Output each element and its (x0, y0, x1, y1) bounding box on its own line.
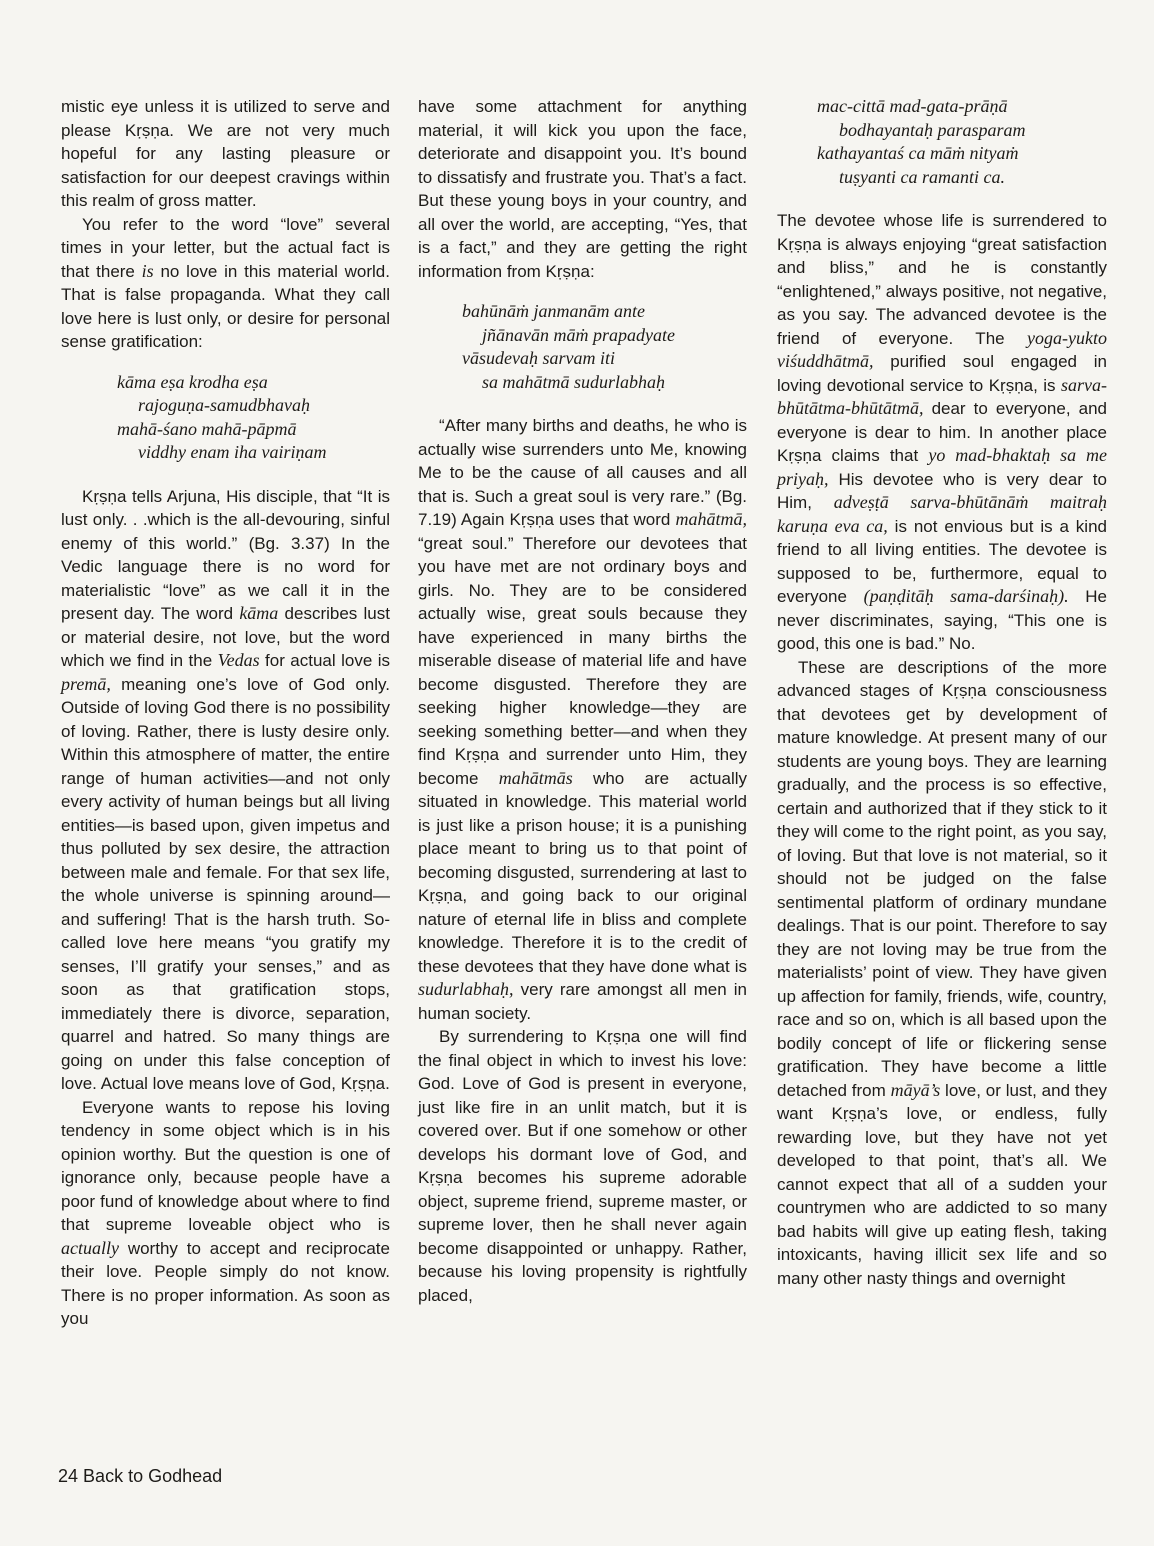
verse-line: tuṣyanti ca ramanti ca. (839, 166, 1005, 187)
text-run: These are descriptions of the more advanced stages of Kṛṣṇa consciousness that devotees get by development of mature knowledge. At present many of our students are young boys. They are learning gradually, and the process is so effective, certain and authorized that if they stick to it they will come to the right point, as you say, of loving. But that love is not material, so it should not be judged on the false sentimental platform of ordinary mundane dealings. That is our point. Therefore to say they are not loving may be true from the materialists’ point of view. They have given up affection for family, friends, wife, country, race and so on, which is all based upon the bodily concept of life or flickering sense gratification. They have become a little detached from (777, 657, 1107, 1100)
paragraph (418, 414, 747, 1025)
verse-line: vāsudevaḥ sarvam iti (462, 348, 615, 368)
verse-line: bahūnāṁ janmanām ante (462, 301, 645, 321)
emphasis: yo mad-bhaktaḥ sa me priyaḥ, (777, 445, 1108, 489)
verse-line: viddhy enam iha vairiṇam (138, 442, 327, 462)
text-run: meaning one’s love of God only. Outside of loving God there is no possibility of loving. Rather, there is lusty desire only. Within this atmosphere of matter, the entire range of human activities—and not only every activity of human beings but all living entities—is based upon, given impetus and thus polluted by sex desire, the attraction between male and female. For that sex life, the whole universe is spinning around—and suffering! That is the harsh truth. So-called love here means “you gratify my senses, I’ll gratify your senses,” and as soon as that gratification stops, immediately there is divorce, separation, quarrel and hatred. So many things are going on under this false conception of love. Actual love means love of God, Kṛṣṇa. (61, 674, 390, 1093)
text-run: His devotee who is very dear to Him, (777, 469, 1107, 512)
magazine-title: Back to Godhead (83, 1466, 223, 1486)
text-run: is not envious but is a kind friend to all living entities. The devotee is supposed to be, furthermore, equal to everyone (777, 516, 1107, 606)
verse-line: mac-cittā mad-gata-prāṇā (817, 96, 1008, 116)
emphasis: mahātmā, (675, 509, 747, 529)
emphasis: (paṇḍitāḥ sama-darśinaḥ). (863, 586, 1069, 606)
sanskrit-verse (61, 354, 390, 485)
page-footer (58, 1466, 222, 1487)
emphasis: adveṣṭā sarva-bhūtānāṁ maitraḥ karuṇa eva ca, (777, 492, 1107, 536)
text-column-3 (777, 95, 1107, 1290)
emphasis: yoga-yukto viśuddhātmā, (777, 327, 1107, 371)
text-run: love, or lust, and they want Kṛṣṇa’s love, or endless, fully rewarding love, but they have not yet developed to that point, that’s all. We cannot expect that all of a sudden your countrymen who are addicted to so many bad habits will give up eating flesh, taking intoxicants, having illicit sex life and so many other nasty things and overnight (777, 1080, 1107, 1288)
emphasis: mahātmās (498, 767, 573, 788)
text-run: worthy to accept and reciprocate their love. People simply do not know. There is no proper information. As soon as you (61, 1238, 390, 1328)
text-run: You refer to the word “love” several times in your letter, but the actual fact is that there (61, 214, 390, 281)
verse-line: sa mahātmā sudurlabhaḥ (482, 371, 666, 392)
text-run: who are actually situated in knowledge. This material world is just like a prison house; it is a punishing place meant to bring us to that point of becoming disgusted, surrendering at last to Kṛṣṇa, and going back to our original nature of eternal life in bliss and complete knowledge. Therefore it is to the credit of these devotees that they have done what is (418, 768, 747, 976)
text-column-1 (61, 95, 390, 1331)
emphasis: actually (61, 1237, 119, 1258)
verse-line: kāma eṣa krodha eṣa (117, 371, 268, 392)
text-run: purified soul engaged in loving devotional service to Kṛṣṇa, is (777, 352, 1107, 395)
text-run: describes lust or material desire, not love, but the word which we find in the (61, 604, 390, 670)
emphasis: Vedas (217, 650, 260, 670)
emphasis: kāma (239, 603, 279, 623)
paragraph: By surrendering to Kṛṣṇa one will find the final object in which to invest his love: God. Love of God is present in everyone, just like fire in an unlit match, but it is covered over. But if one somehow or other develops his dormant love of God, and Kṛṣṇa becomes his supreme adorable object, supreme friend, supreme master, or supreme lover, then he shall never again become disappointed or unhappy. Rather, because his loving propensity is rightfully placed, (418, 1027, 747, 1305)
emphasis: sudurlabhaḥ, (418, 979, 514, 999)
paragraph (61, 213, 390, 354)
paragraph: have some attachment for anything material, it will kick you upon the face, deteriorate and disappoint you. It’s bound to dissatisfy and frustrate you. That’s a fact. But these young boys in your country, and all over the world, are accepting, “Yes, that is a fact,” and they are getting the right information from Kṛṣṇa: (418, 97, 747, 281)
paragraph (777, 656, 1107, 1291)
page-number: 24 (58, 1466, 79, 1486)
sanskrit-verse (418, 283, 747, 414)
emphasis: māyā’s (890, 1079, 941, 1100)
text-run: Everyone wants to repose his loving tendency in some object which is in his opinion worthy. But the question is one of ignorance only, because people have a poor fund of knowledge about where to find that supreme loveable object who is (61, 1097, 390, 1234)
text-run: He never discriminates, saying, “This one is good, this one is bad.” No. (777, 587, 1107, 653)
verse-line: jñānavān māṁ prapadyate (482, 324, 675, 345)
verse-line: rajoguṇa-samudbhavaḥ (138, 395, 310, 415)
text-run: “After many births and deaths, he who is actually wise surrenders unto Me, knowing Me to be the cause of all causes and all that is. Such a great soul is very rare.” (Bg. 7.19) Again Kṛṣṇa uses that word (418, 416, 747, 529)
text-run: “great soul.” Therefore our devotees that you have met are not ordinary boys and girls. No. They are to be considered actually wise, great souls because they have experienced in many births the miserable disease of material life and have become disgusted. Therefore they are seeking higher knowledge—they are seeking something better—and when they find Kṛṣṇa and surrender unto Him, they become (418, 533, 747, 788)
text-run: very rare amongst all men in human society. (418, 980, 747, 1023)
text-run: Kṛṣṇa tells Arjuna, His disciple, that “It is lust only. . .which is the all-devouring, sinful enemy of this world.” (Bg. 3.37) In the Vedic language there is no word for materialistic “love” as we call it in the present day. The word (61, 486, 390, 623)
emphasis: is (141, 260, 154, 281)
verse-line: bodhayantaḥ parasparam (839, 119, 1026, 140)
verse-line: mahā-śano mahā-pāpmā (117, 418, 297, 439)
text-run: for actual love is (259, 651, 390, 670)
paragraph (61, 1096, 390, 1331)
paragraph: mistic eye unless it is utilized to serve and please Kṛṣṇa. We are not very much hopeful for any lasting pleasure or satisfaction for our deepest cravings within this realm of gross matter. (61, 97, 390, 210)
text-column-2 (418, 95, 747, 1307)
emphasis: sarva-bhūtātma-bhūtātmā, (777, 374, 1107, 418)
paragraph (777, 209, 1107, 656)
text-run: The devotee whose life is surrendered to Kṛṣṇa is always enjoying “great satisfaction and bliss,” and he is constantly “enlightened,” always positive, not negative, as you say. The advanced devotee is the friend of everyone. The (777, 211, 1107, 348)
verse-line: kathayantaś ca māṁ nityaṁ (817, 143, 1019, 163)
paragraph (61, 485, 390, 1096)
emphasis: premā, (61, 673, 111, 694)
text-run: no love in this material world. That is false propaganda. What they call love here is lust only, or desire for personal sense gratification: (61, 261, 390, 351)
sanskrit-verse (777, 95, 1107, 209)
text-run: dear to everyone, and everyone is dear to him. In another place Kṛṣṇa claims that (777, 399, 1107, 465)
